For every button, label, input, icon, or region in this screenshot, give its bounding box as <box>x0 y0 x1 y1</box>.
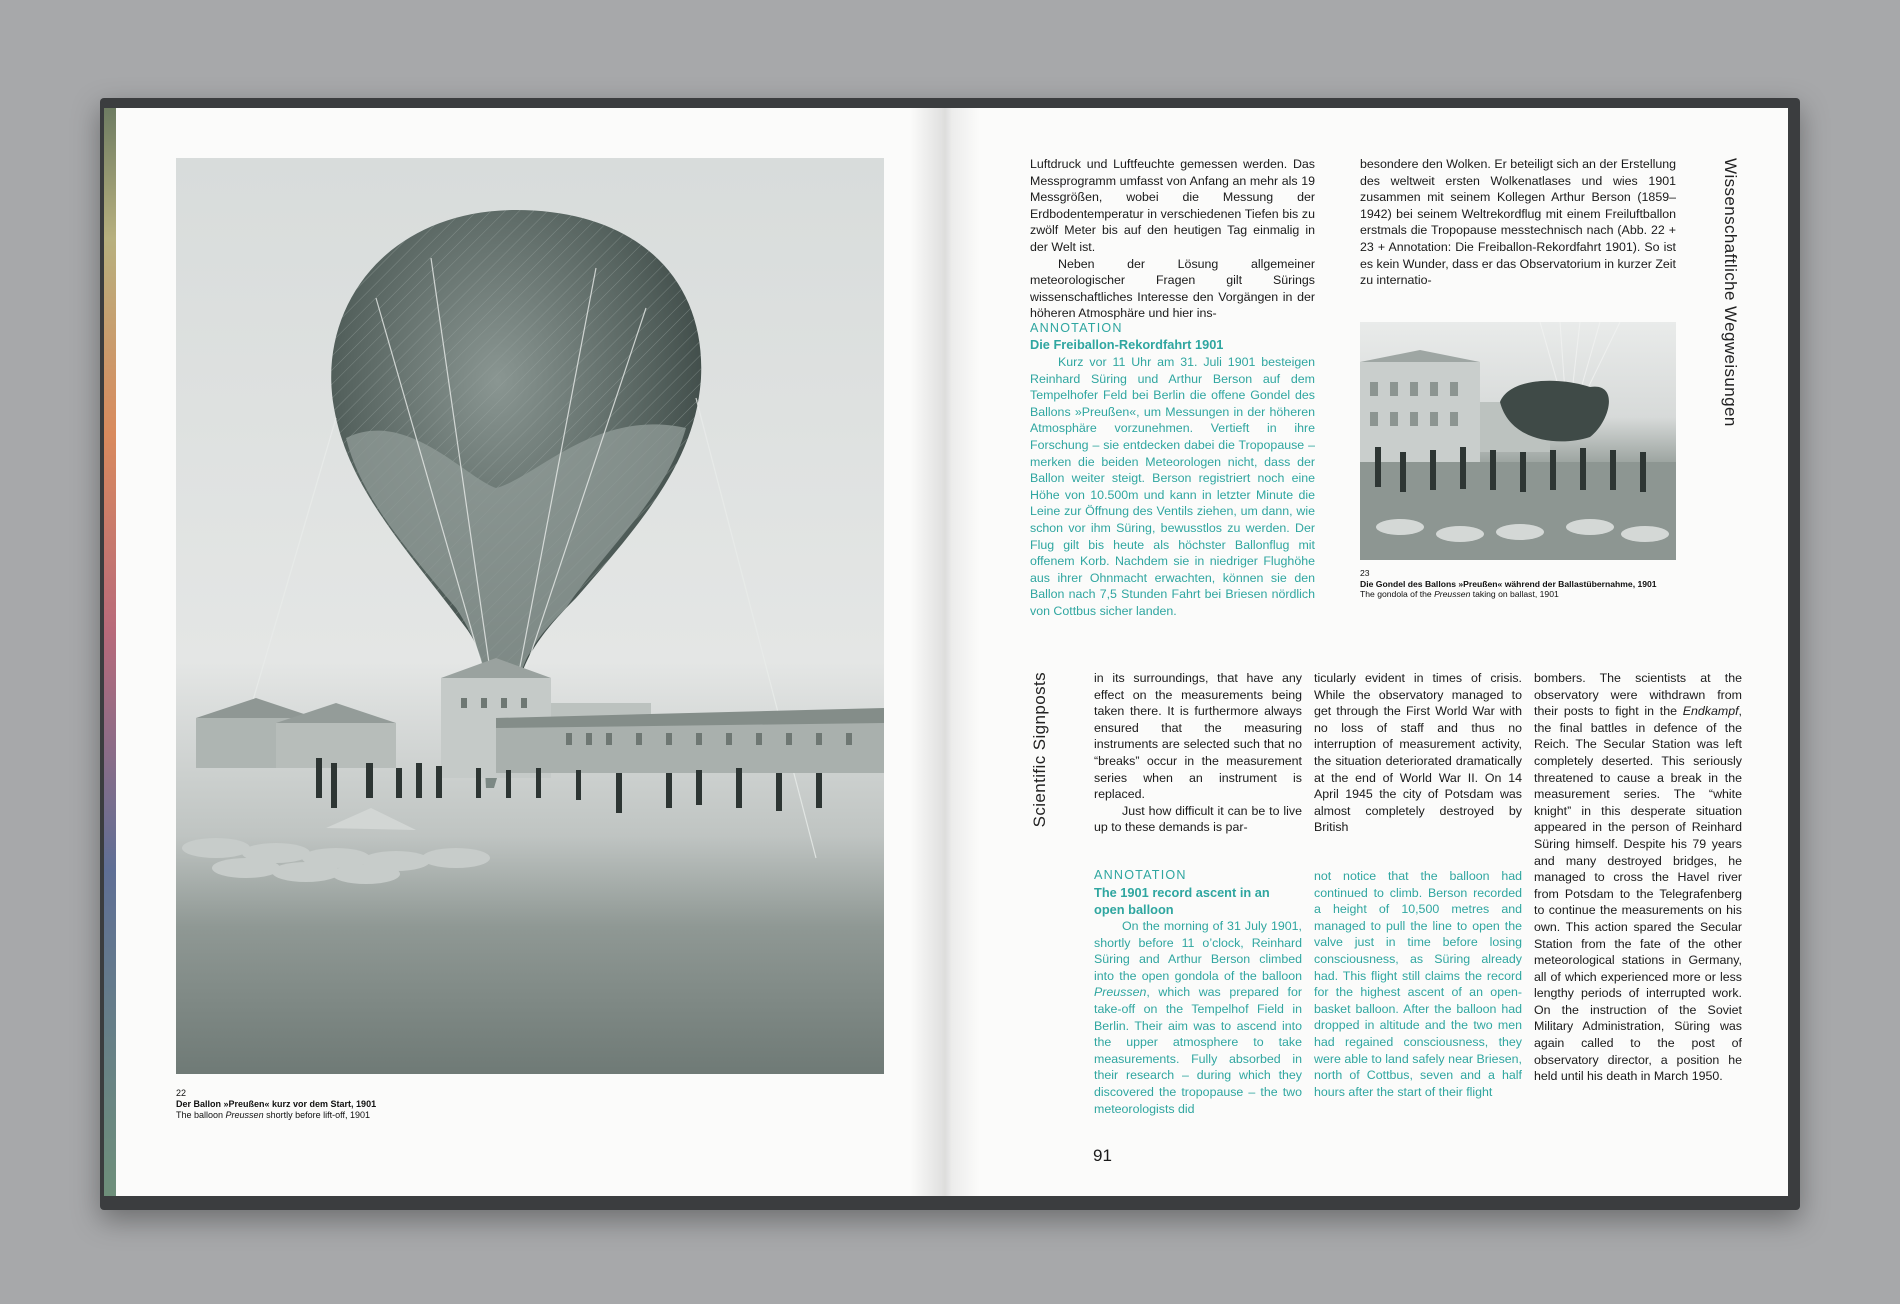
en-column-2 <box>1314 670 1522 836</box>
de-col2-paragraph: besondere den Wolken. Er beteiligt sich an der Erstellung des weltweit ersten Wolkenatlases und wies 1901 zusammen mit seinem Kollegen Arthur Berson (1859–1942) bei seinem Weltrekordflug mit einem Freiluftballon erstmals die Tropopause messtechnisch nach (Abb. 22 + 23 + Annotation: Die Freiballon-Rekordfahrt 1901). So ist es kein Wunder, dass er das Observatorium in kurzer Zeit zu internatio- <box>1360 157 1676 288</box>
en-col2-paragraph: ticularly evident in times of crisis. While the observatory managed to get through the First World War with no loss of staff and thus no interruption of measurement activity, the situation deteriorated dramatically at the end of World War II. On 14 April 1945 the city of Potsdam was almost completely destroyed by British <box>1314 671 1522 835</box>
balloon-photo <box>176 158 884 1074</box>
de-col1-paragraph-1: Luftdruck und Luftfeuchte gemessen werden. Das Messprogramm umfasst von Anfang an mehr als 19 Messgrößen, wobei die Messung der Erdbodentemperatur in verschiedenen Tiefen bis zu zwölf Meter bis auf den heutigen Tag einmalig in der Welt ist. <box>1030 157 1315 254</box>
figure-22-caption-en-prefix: The balloon <box>176 1110 226 1120</box>
running-head-en: Scientific Signposts <box>1030 672 1049 828</box>
page-number: 91 <box>1093 1146 1112 1165</box>
annotation-en-title: The 1901 record ascent in an open balloon <box>1094 885 1270 917</box>
figure-23-caption-en-italic: Preussen <box>1434 589 1471 599</box>
en-col3-italic: Endkampf <box>1682 704 1739 719</box>
de-column-1 <box>1030 156 1315 322</box>
annotation-de-label: ANNOTATION <box>1030 321 1123 335</box>
en-col3-text-b: , the final battles in defence of the Reich. The Secular Station was left completely deserted. This seriously threatened to cause a break in the measurement series. The “white knight” in this desperate situation appeared in the person of Reinhard Süring himself. Despite his 79 years and many destroyed bridges, he managed to cross the Havel river from Potsdam to the Telegrafenberg to continue the measurements on his own. This action spared the Secular Station from the fate of the other meteorological stations in Germany, all of which experienced more or less lengthy periods of interrupted work. On the instruction of the Soviet Military Administration, Süring was again called to the post of observatory director, a position he held until his death in March 1950. <box>1534 704 1742 1084</box>
page-edge <box>104 108 116 1196</box>
en-col3-text-a: bombers. The scientists at the observatory were withdrawn from their posts to fight in the <box>1534 671 1742 719</box>
annotation-en-text-a: On the morning of 31 July 1901, shortly before 11 o’clock, Reinhard Süring and Arthur Berson climbed into the open gondola of the balloon <box>1094 919 1302 983</box>
annotation-en-italic: Preussen <box>1094 985 1147 1000</box>
figure-23-caption <box>1360 568 1657 600</box>
en-column-3 <box>1534 670 1742 1085</box>
en-col3-paragraph <box>1534 670 1742 1085</box>
de-col1-paragraph-2: Neben der Lösung allgemeiner meteorologischer Fragen gilt Sürings wissenschaftliches Interesse den Vorgängen in der höheren Atmosphäre und hier ins- <box>1030 256 1315 321</box>
en-col1-paragraph-1: in its surroundings, that have any effect on the measurements being taken there. It is furthermore always ensured that the measuring instruments are selected such that no “breaks” occur in the measurement series when an instrument is replaced. <box>1094 671 1302 802</box>
annotation-en-text-b: , which was prepared for take-off on the Tempelhof Field in Berlin. Their aim was to ascend into the upper atmosphere to take measurements. Fully absorbed in their research – during which they discovered the tropopause – the two meteorologists did <box>1094 985 1302 1116</box>
figure-23-caption-en-prefix: The gondola of the <box>1360 589 1435 599</box>
figure-22-caption <box>176 1088 376 1121</box>
figure-23-caption-en-suffix: taking on ballast, 1901 <box>1470 589 1559 599</box>
en-column-1 <box>1094 670 1302 836</box>
gondola-photo <box>1360 322 1676 560</box>
annotation-en-column-2 <box>1314 868 1522 1100</box>
annotation-en-label: ANNOTATION <box>1094 868 1187 882</box>
en-col1-paragraph-2: Just how difficult it can be to live up to these demands is par- <box>1094 803 1302 835</box>
figure-23-number: 23 <box>1360 568 1370 578</box>
running-head-de: Wissenschaftliche Wegweisungen <box>1721 158 1740 427</box>
annotation-en-column-1 <box>1094 918 1302 1117</box>
figure-22-caption-en-suffix: shortly before lift-off, 1901 <box>263 1110 370 1120</box>
annotation-de-text <box>1030 354 1315 620</box>
figure-23-caption-de: Die Gondel des Ballons »Preußen« während der Ballastübernahme, 1901 <box>1360 578 1657 589</box>
annotation-de-title: Die Freiballon-Rekordfahrt 1901 <box>1030 337 1224 352</box>
figure-22-caption-de: Der Ballon »Preußen« kurz vor dem Start, 1901 <box>176 1099 377 1109</box>
figure-22-number: 22 <box>176 1088 187 1098</box>
annotation-de-paragraph: Kurz vor 11 Uhr am 31. Juli 1901 besteigen Reinhard Süring und Arthur Berson auf dem Tempelhofer Feld bei Berlin die offene Gondel des Ballons »Preußen«, um Messungen in der höheren Atmosphäre vorzunehmen. Vertieft in ihre Forschung – sie entdecken dabei die Tropopause – merken die beiden Meteorologen nicht, dass der Ballon weiter steigt. Berson registriert noch eine Höhe von 10.500m und kann in letzter Minute die Leine zur Öffnung des Ventils ziehen, um dann, wie schon vor ihm Süring, bewusstlos zu werden. Der Flug gilt bis heute als höchster Ballonflug mit offenem Korb. Nachdem sie in niedriger Flughöhe aus ihrer Ohnmacht erwachten, können sie den Ballon nach 7,5 Stunden Fahrt bei Briesen nördlich von Cottbus sicher landen. <box>1030 355 1315 618</box>
de-column-2 <box>1360 156 1676 289</box>
annotation-en-col2-paragraph: not notice that the balloon had continued to climb. Berson recorded a height of 10,500 metres and managed to pull the line to open the valve just in time before losing consciousness, as Süring already had. This flight still claims the record for the highest ascent of an open-basket balloon. After the balloon had dropped in altitude and the two men had regained consciousness, they were able to land safely near Briesen, north of Cottbus, seven and a half hours after the start of their flight <box>1314 869 1522 1099</box>
figure-22-caption-en-italic: Preussen <box>225 1110 264 1120</box>
